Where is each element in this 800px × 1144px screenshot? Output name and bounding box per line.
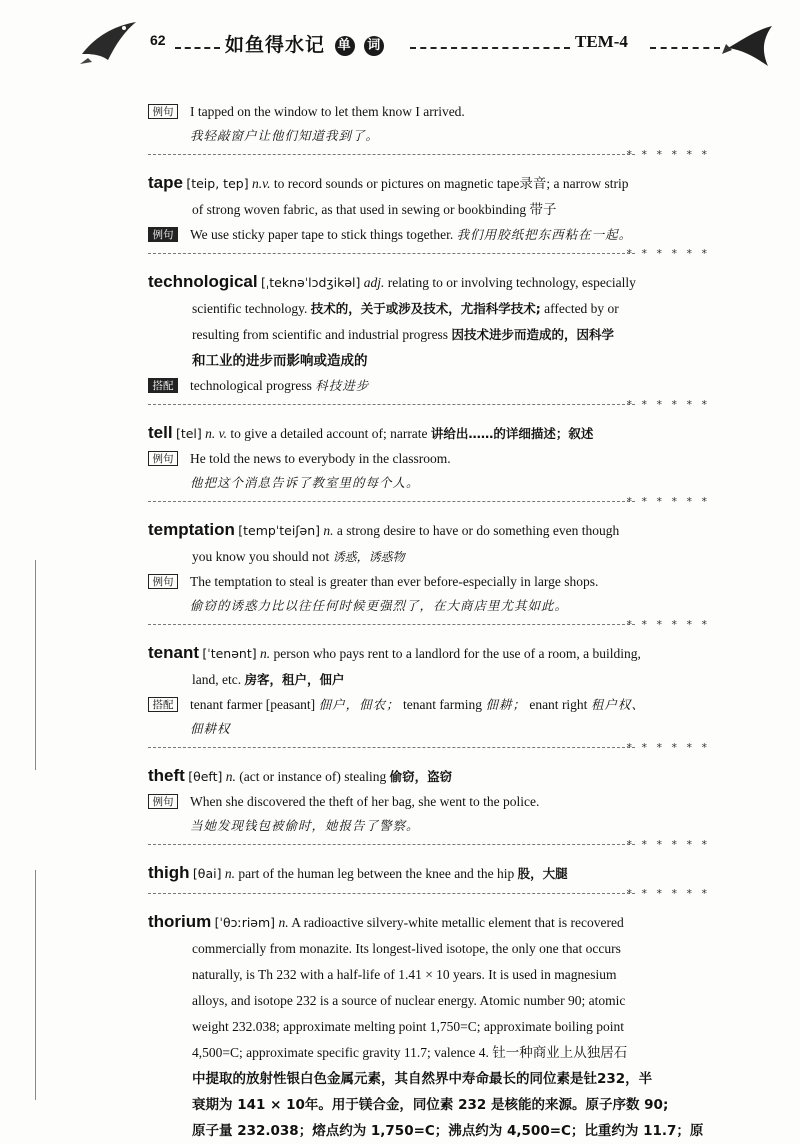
definition: part of the human leg between the knee and the hip	[238, 866, 515, 881]
entry-headline	[148, 170, 710, 197]
collocation: tenant farmer [peasant]	[190, 697, 316, 712]
definition-cn: 原子量 232.038；熔点约为 1,750=C；沸点约为 4,500=C；比重约为 11.7；原	[192, 1123, 704, 1139]
part-of-speech: adj.	[363, 275, 385, 290]
example-tag: 例句	[148, 104, 178, 119]
definition-text: land, etc.	[192, 672, 242, 687]
separator-stars: * * * * * *	[626, 618, 710, 631]
phonetic: [ˌteknəˈlɔdʒikəl]	[260, 275, 361, 290]
collocation-row	[148, 693, 710, 741]
separator-stars: * * * * * *	[626, 838, 710, 851]
definition-cn: 讲给出……的详细描述；叙述	[430, 426, 594, 441]
separator	[148, 249, 710, 263]
definition-continued: alloys, and isotope 232 is a source of nuclear energy. Atomic number 90; atomic	[192, 993, 626, 1008]
definition-cn: 股，大腿	[517, 866, 568, 881]
header-badge-1: 单	[335, 36, 355, 56]
separator-stars: * * * * * *	[626, 398, 710, 411]
phonetic: [θai]	[192, 866, 222, 881]
collocation-body	[190, 374, 710, 398]
headword: technological	[148, 272, 258, 291]
example-sentence: He told the news to everybody in the classroom.	[190, 451, 451, 466]
example-row	[148, 223, 710, 247]
phonetic: [tel]	[175, 426, 202, 441]
header-dash	[410, 47, 570, 49]
entry-headline	[148, 269, 710, 296]
entry-temptation	[148, 517, 710, 618]
headword: tell	[148, 423, 173, 442]
collocation-cn: 佃耕权	[190, 721, 231, 736]
definition-continued: 4,500=C; approximate specific gravity 11.7; valence 4. 钍一种商业上从独居石	[192, 1045, 628, 1060]
separator	[148, 620, 710, 634]
headword: theft	[148, 766, 185, 785]
definition-cn: 诱惑，诱惑物	[332, 550, 405, 564]
definition-continued: commercially from monazite. Its longest-lived isotope, the only one that occurs	[192, 941, 621, 956]
part-of-speech: n.	[259, 646, 271, 661]
entry-headline	[148, 420, 710, 447]
entry-headline	[148, 763, 710, 790]
headword: tape	[148, 173, 183, 192]
margin-line	[35, 870, 36, 1100]
example-body	[190, 223, 710, 247]
example-sentence: When she discovered the theft of her bag, she went to the police.	[190, 794, 540, 809]
example-row	[148, 447, 710, 495]
headword: temptation	[148, 520, 235, 539]
example-tag: 例句	[148, 451, 178, 466]
collocation-cn: 科技进步	[315, 378, 370, 393]
collocation-cn: 佃耕；	[485, 697, 526, 712]
definition: person who pays rent to a landlord for the use of a room, a building,	[273, 646, 641, 661]
definition-continued: weight 232.038; approximate melting point 1,750=C; approximate boiling point	[192, 1019, 625, 1034]
phonetic: [tempˈteiʃən]	[238, 523, 321, 538]
headword: tenant	[148, 643, 199, 662]
part-of-speech: n.	[224, 866, 235, 881]
example-sentence: We use sticky paper tape to stick things together.	[190, 227, 454, 242]
example-translation: 偷窃的诱惑力比以往任何时候更强烈了，在大商店里尤其如此。	[190, 598, 569, 613]
example-tag: 例句	[148, 227, 178, 242]
separator-stars: * * * * * *	[626, 495, 710, 508]
example-sentence: I tapped on the window to let them know I arrived.	[190, 104, 465, 119]
definition: relating to or involving technology, especially	[387, 275, 636, 290]
separator	[148, 889, 710, 903]
phonetic: [θeft]	[188, 769, 223, 784]
page-number: 62	[150, 32, 166, 48]
entry-headline	[148, 640, 710, 667]
example-row	[148, 790, 710, 838]
phonetic: [ˈtenənt]	[202, 646, 257, 661]
phonetic: [teip, tep]	[186, 176, 249, 191]
entry-thigh	[148, 860, 710, 887]
collocation-tag: 搭配	[148, 697, 178, 712]
separator	[148, 840, 710, 854]
part-of-speech: n.	[278, 915, 289, 930]
example-body	[190, 100, 710, 148]
collocation-body	[190, 693, 710, 741]
definition-cn: 中提取的放射性银白色金属元素，其自然界中寿命最长的同位素是钍232，半	[192, 1071, 653, 1087]
headword: thigh	[148, 863, 190, 882]
header-title	[225, 30, 384, 57]
definition-continued: of strong woven fabric, as that used in sewing or bookbinding 带子	[192, 202, 557, 217]
definition: a strong desire to have or do something even though	[336, 523, 620, 538]
separator-stars: * * * * * *	[626, 741, 710, 754]
example-body	[190, 790, 710, 838]
definition-text: affected by or	[544, 301, 619, 316]
separator	[148, 150, 710, 164]
separator-stars: * * * * * *	[626, 887, 710, 900]
definition-cn: 因技术进步而造成的，因科学	[451, 327, 614, 342]
definition-cn: 偷窃，盗窃	[389, 769, 453, 784]
definition: to record sounds or pictures on magnetic tape录音; a narrow strip	[273, 176, 629, 191]
entry-technological	[148, 269, 710, 398]
header-title-text: 如鱼得水记	[225, 34, 326, 56]
example-translation: 我轻敲窗户让他们知道我到了。	[190, 128, 380, 143]
collocation-tag: 搭配	[148, 378, 178, 393]
entry-tenant	[148, 640, 710, 741]
header-dash	[650, 47, 720, 49]
definition-cn: 房客，租户，佃户	[244, 672, 345, 687]
example-row	[148, 570, 710, 618]
definition-continued	[148, 544, 710, 570]
dictionary-content	[148, 100, 710, 1144]
separator	[148, 497, 710, 511]
collocation: tenant farming	[402, 697, 483, 712]
example-sentence: The temptation to steal is greater than ever before-especially in large shops.	[190, 574, 599, 589]
example-body	[190, 447, 710, 495]
example-translation: 我们用胶纸把东西粘在一起。	[456, 227, 633, 242]
separator	[148, 400, 710, 414]
collocation: technological progress	[190, 378, 312, 393]
margin-line	[35, 560, 36, 770]
separator-stars: * * * * * *	[626, 148, 710, 161]
definition: A radioactive silvery-white metallic element that is recovered	[291, 915, 624, 930]
header-exam: TEM-4	[575, 32, 628, 51]
entry-thorium	[148, 909, 710, 1144]
part-of-speech: n. v.	[205, 426, 228, 441]
definition-cn: 技术的，关于或涉及技术，尤指科学技术;	[310, 301, 541, 316]
definition-cn: 衰期为 141 × 10年。用于镁合金，同位素 232 是核能的来源。原子序数 90;	[192, 1097, 669, 1113]
example-tag: 例句	[148, 574, 178, 589]
collocation-row	[148, 374, 710, 398]
definition-continued: naturally, is Th 232 with a half-life of 1.41 × 10 years. It is used in magnesium	[192, 967, 617, 982]
example-translation: 当她发现钱包被偷时，她报告了警察。	[190, 818, 420, 833]
definition-continued	[148, 296, 710, 322]
definition-continued	[148, 322, 710, 348]
part-of-speech: n.v.	[251, 176, 271, 191]
separator-stars: * * * * * *	[626, 247, 710, 260]
collocation: enant right	[529, 697, 588, 712]
example-translation: 他把这个消息告诉了教室里的每个人。	[190, 475, 420, 490]
headword: thorium	[148, 912, 212, 931]
collocation-cn: 佃户，佃农；	[318, 697, 400, 712]
entry-tape	[148, 170, 710, 247]
definition-cn: 和工业的进步而影响或造成的	[192, 353, 368, 369]
example-body	[190, 570, 710, 618]
fish-right-icon	[722, 14, 778, 70]
definition-text: scientific technology.	[192, 301, 308, 316]
definition: (act or instance of) stealing	[239, 769, 387, 784]
page-header	[0, 0, 800, 80]
part-of-speech: n.	[323, 523, 334, 538]
collocation-cn: 租户权、	[590, 697, 645, 712]
fish-left-icon	[78, 14, 140, 66]
example-tag: 例句	[148, 794, 178, 809]
entry-headline	[148, 909, 710, 936]
definition: to give a detailed account of; narrate	[230, 426, 428, 441]
phonetic: [ˈθɔːriəm]	[214, 915, 276, 930]
example-row	[148, 100, 710, 148]
definition-text: you know you should not	[192, 549, 330, 564]
entry-headline	[148, 517, 710, 544]
entry-theft	[148, 763, 710, 838]
header-dash	[175, 47, 220, 49]
definition-text: resulting from scientific and industrial progress	[192, 327, 449, 342]
definition-continued	[148, 667, 710, 693]
entry-headline	[148, 860, 710, 887]
header-badge-2: 词	[364, 36, 384, 56]
entry-tell	[148, 420, 710, 495]
separator	[148, 743, 710, 757]
part-of-speech: n.	[225, 769, 236, 784]
